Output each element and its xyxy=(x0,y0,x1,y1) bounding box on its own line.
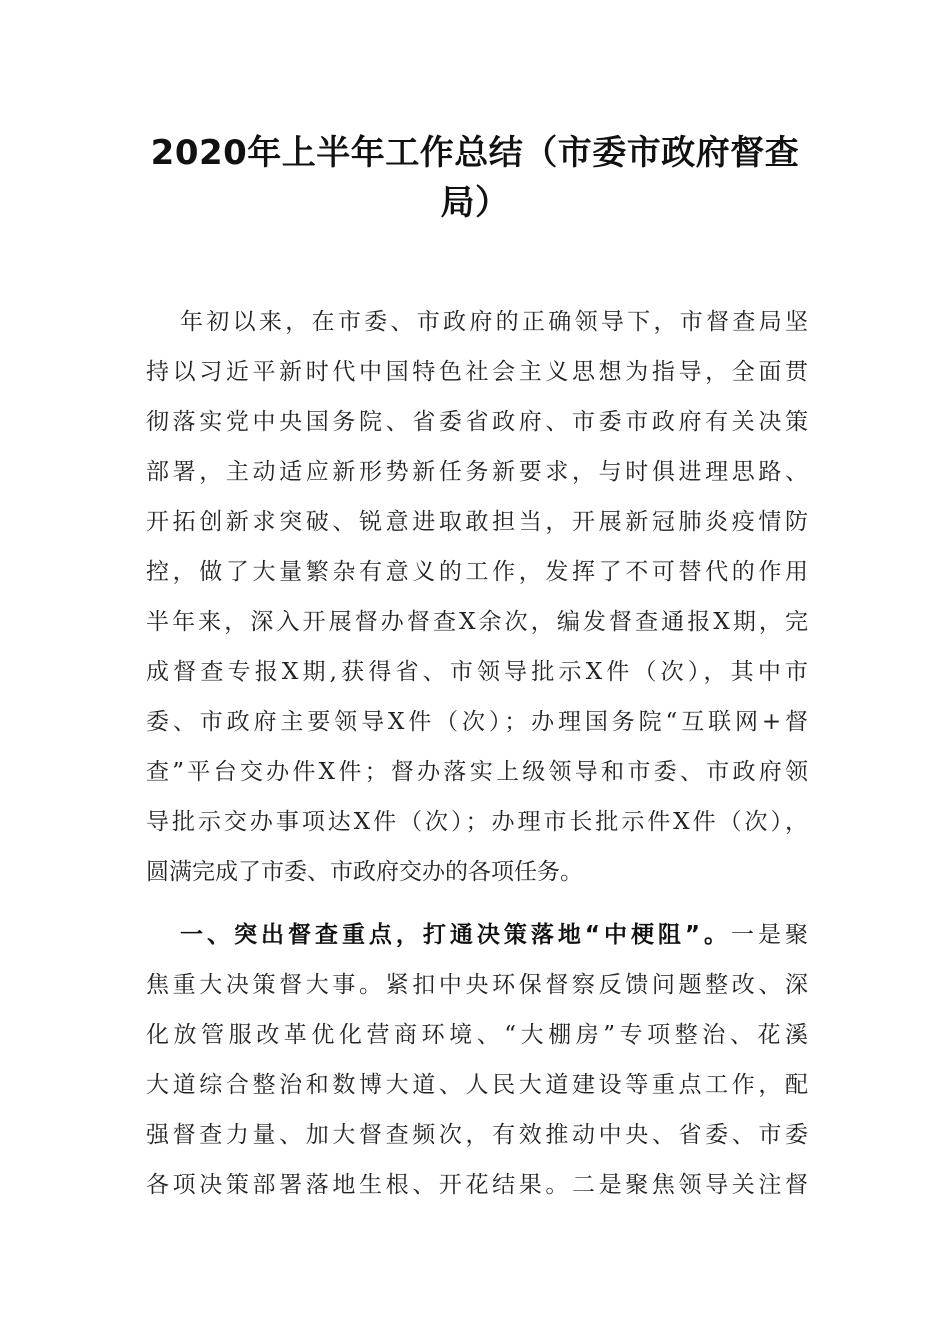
intro-paragraph xyxy=(146,297,808,897)
section-1-heading: 一、突出督查重点，打通决策落地“中梗阻”。 xyxy=(180,922,732,948)
paragraph-line: 导批示交办事项达X件（次）；办理市长批示件X件（次）， xyxy=(146,809,808,835)
document-title xyxy=(120,128,830,228)
title-line-1: 2020年上半年工作总结（市委市政府督查 xyxy=(150,133,800,173)
paragraph-line: 持以习近平新时代中国特色社会主义思想为指导，全面贯 xyxy=(146,359,808,385)
section-1-first-line-rest: 一是聚 xyxy=(731,922,808,948)
paragraph-line: 成督查专报X期,获得省、市领导批示X件（次），其中市 xyxy=(146,659,808,685)
title-line-2: 局） xyxy=(440,183,510,223)
paragraph-line: 彻落实党中央国务院、省委省政府、市委市政府有关决策 xyxy=(146,409,808,435)
paragraph-line: 控，做了大量繁杂有意义的工作，发挥了不可替代的作用 xyxy=(146,559,808,585)
paragraph-line: 焦重大决策督大事。紧扣中央环保督察反馈问题整改、深 xyxy=(146,972,808,998)
section-1-paragraph xyxy=(146,910,808,1210)
paragraph-line: 委、市政府主要领导X件（次）；办理国务院“互联网+督 xyxy=(146,709,808,735)
section-1-first-line xyxy=(146,910,808,960)
paragraph-line: 圆满完成了市委、市政府交办的各项任务。 xyxy=(146,859,583,885)
paragraph-line: 半年来，深入开展督办督查X余次，编发督查通报X期，完 xyxy=(146,609,808,635)
paragraph-line: 开拓创新求突破、锐意进取敢担当，开展新冠肺炎疫情防 xyxy=(146,509,808,535)
paragraph-line: 年初以来，在市委、市政府的正确领导下，市督查局坚 xyxy=(180,309,808,335)
paragraph-line: 大道综合整治和数博大道、人民大道建设等重点工作，配 xyxy=(146,1072,808,1098)
paragraph-line: 各项决策部署落地生根、开花结果。二是聚焦领导关注督 xyxy=(146,1172,808,1198)
paragraph-line: 强督查力量、加大督查频次，有效推动中央、省委、市委 xyxy=(146,1122,808,1148)
paragraph-line: 化放管服改革优化营商环境、“大棚房”专项整治、花溪 xyxy=(146,1022,808,1048)
paragraph-line: 查”平台交办件X件；督办落实上级领导和市委、市政府领 xyxy=(146,759,808,785)
paragraph-line: 部署，主动适应新形势新任务新要求，与时俱进理思路、 xyxy=(146,459,808,485)
